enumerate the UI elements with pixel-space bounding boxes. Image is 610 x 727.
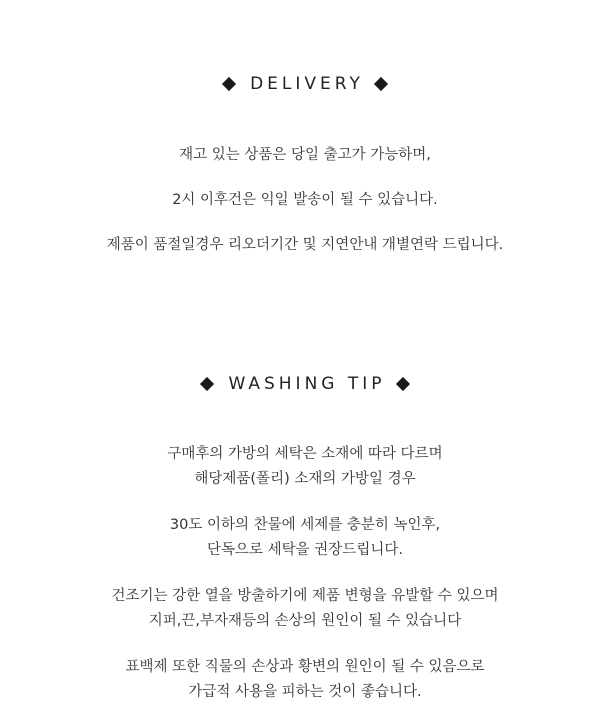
washing-line: 지퍼,끈,부자재등의 손상의 원인이 될 수 있습니다 [148, 613, 462, 629]
washing-line: 표백제 또한 직물의 손상과 황변의 원인이 될 수 있음으로 [125, 659, 485, 675]
delivery-title: DELIVERY [250, 74, 364, 94]
washing-tip-group [0, 585, 610, 632]
diamond-icon [200, 377, 214, 391]
diamond-icon [395, 377, 409, 391]
washing-line: 해당제품(폴리) 소재의 가방일 경우 [194, 471, 416, 487]
washing-heading [0, 372, 610, 396]
washing-line: 30도 이하의 찬물에 세제를 충분히 녹인후, [169, 517, 441, 533]
washing-line: 단독으로 세탁을 권장드립니다. [207, 542, 403, 558]
delivery-line: 2시 이후건은 익일 발송이 될 수 있습니다. [172, 192, 438, 208]
washing-line: 건조기는 강한 열을 방출하기에 제품 변형을 유발할 수 있으며 [111, 588, 499, 604]
washing-tip-group [0, 514, 610, 561]
washing-tip-group [0, 656, 610, 703]
diamond-icon [374, 77, 388, 91]
washing-title: WASHING TIP [228, 374, 386, 394]
delivery-line: 재고 있는 상품은 당일 출고가 가능하며, [179, 147, 431, 163]
washing-tip-section [0, 372, 610, 727]
washing-line: 구매후의 가방의 세탁은 소재에 따라 다르며 [167, 446, 443, 462]
delivery-heading [0, 72, 610, 96]
washing-line: 가급적 사용을 피하는 것이 좋습니다. [188, 684, 422, 700]
delivery-section [0, 72, 610, 279]
diamond-icon [222, 77, 236, 91]
washing-tip-group [0, 443, 610, 490]
delivery-line: 제품이 품절일경우 리오더기간 및 지연안내 개별연락 드립니다. [106, 237, 504, 253]
